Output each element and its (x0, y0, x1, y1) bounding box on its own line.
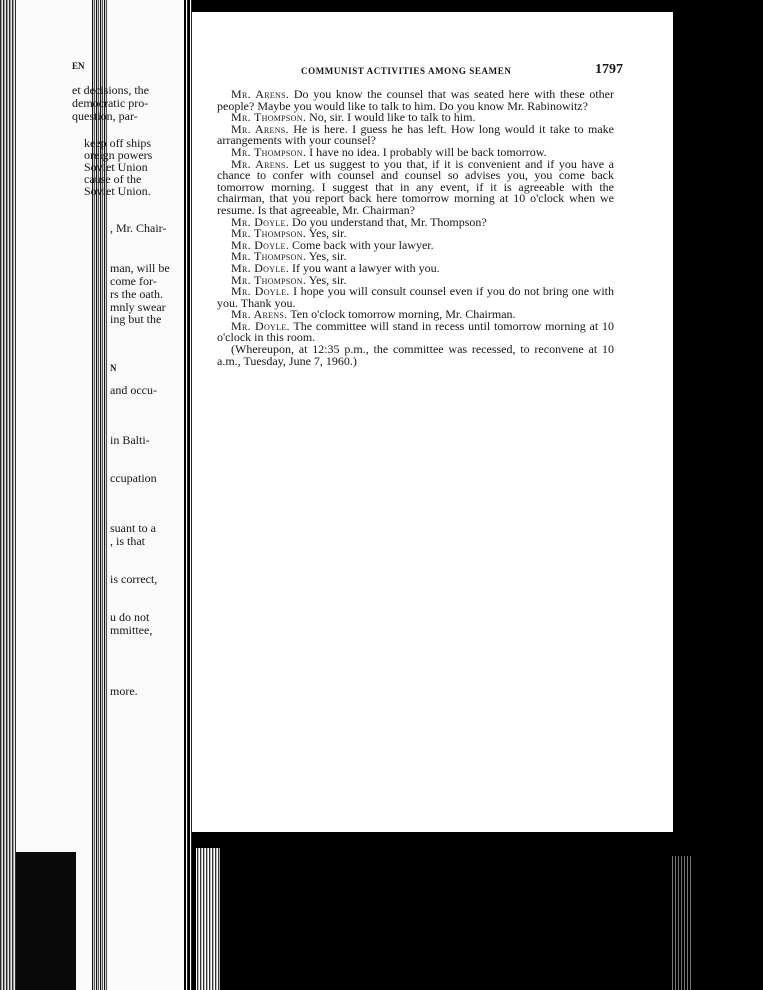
speaker-name: Mr. Doyle. (231, 214, 289, 229)
left-line: mnly swear (110, 300, 166, 314)
left-page (0, 0, 188, 990)
speaker-name: Mr. Doyle. (231, 318, 290, 333)
page-number: 1797 (595, 62, 623, 77)
left-page-bottom-shadow (16, 852, 76, 990)
transcript-paragraph (217, 286, 614, 309)
left-line: et decisions, the (72, 83, 149, 97)
left-line: oreign powers (84, 148, 153, 162)
speaker-name: Mr. Arens. (231, 307, 288, 322)
speech-text: (Whereupon, at 12:35 p.m., the committee was recessed, to reconvene at 10 a.m., Tuesday, June 7, 1960.) (217, 342, 614, 368)
speaker-name: Mr. Thompson. (231, 272, 307, 287)
speech-text: No, sir. I would like to talk to him. (309, 110, 476, 125)
speaker-name: Mr. Thompson. (231, 226, 307, 241)
left-line: Soviet Union (84, 160, 148, 174)
page-stack-edge-right (672, 856, 692, 990)
recess-note (217, 344, 614, 367)
speech-text: If you want a lawyer with you. (292, 260, 440, 275)
speaker-name: Mr. Thompson. (231, 144, 307, 159)
speech-text: Do you know the counsel that was seated here with these other people? Maybe you would like to talk to him. Do you know Mr. Rabinowitz? (217, 87, 614, 113)
speech-text: The committee will stand in recess until tomorrow morning at 10 o'clock in this room. (217, 318, 615, 345)
speech-text: Come back with your lawyer. (292, 237, 434, 252)
speech-text: He is here. I guess he has left. How long would it take to make arrangements with your counsel? (217, 121, 615, 148)
left-line: more. (110, 684, 138, 698)
speaker-name: Mr. Thompson. (231, 249, 307, 264)
speech-text: Do you understand that, Mr. Thompson? (292, 214, 487, 229)
left-line: u do not (110, 610, 150, 624)
left-line: cause of the (84, 172, 142, 186)
speech-text: Yes, sir. (308, 272, 347, 287)
speech-text: Yes, sir. (308, 249, 347, 264)
right-page (192, 12, 673, 832)
left-line: , Mr. Chair- (110, 221, 167, 235)
transcript-body (217, 89, 614, 367)
speaker-name: Mr. Arens. (231, 121, 289, 136)
speech-text: Ten o'clock tomorrow morning, Mr. Chairman. (290, 307, 516, 322)
left-line: is correct, (110, 572, 158, 586)
left-line: suant to a (110, 521, 156, 535)
running-head: COMMUNIST ACTIVITIES AMONG SEAMEN (301, 66, 512, 76)
transcript-paragraph (217, 121, 615, 148)
speech-text: Yes, sir. (308, 226, 347, 241)
left-line: question, par- (72, 109, 138, 123)
page-stack-edge (196, 848, 220, 990)
left-line: democratic pro- (72, 96, 149, 110)
left-page-edge-shadow (0, 0, 16, 990)
speaker-name: Mr. Arens. (231, 87, 290, 101)
page-header (192, 60, 622, 80)
transcript-paragraph (217, 89, 614, 112)
scan-bottom-background (192, 832, 673, 990)
left-line: come for- (110, 274, 157, 288)
left-line: and occu- (110, 383, 157, 397)
left-line: rs the oath. (110, 287, 163, 301)
left-line: N (110, 363, 117, 373)
left-line: man, will be (110, 261, 170, 275)
transcript-paragraph (217, 318, 615, 345)
left-line: in Balti- (110, 433, 150, 447)
left-line: Soviet Union. (84, 184, 151, 198)
speaker-name: Mr. Doyle. (231, 237, 289, 252)
left-line: keep off ships (84, 136, 152, 150)
speaker-name: Mr. Thompson. (231, 110, 307, 125)
left-line: , is that (110, 534, 145, 548)
transcript-paragraph (217, 156, 614, 217)
speaker-name: Mr. Arens. (231, 156, 290, 171)
left-line: ing but the (110, 312, 162, 326)
speaker-name: Mr. Doyle. (231, 260, 289, 275)
left-header-fragment: EN (72, 61, 85, 71)
speech-text: Let us suggest to you that, if it is convenient and if you have a chance to confer with counsel and counsel so advises you, you come back tomorrow morning. I suggest that in any event, if it is agreeable with the chairman, that you report back here tomorrow morning at 10 o'clock when we resume. Is that agreeable, Mr. Chairman? (217, 156, 614, 217)
left-line: mmittee, (110, 623, 153, 637)
speaker-name: Mr. Doyle. (231, 284, 290, 299)
left-line: ccupation (110, 471, 157, 485)
speech-text: I hope you will consult counsel even if you do not bring one with you. Thank you. (217, 284, 615, 310)
speech-text: I have no idea. I probably will be back tomorrow. (309, 144, 547, 159)
